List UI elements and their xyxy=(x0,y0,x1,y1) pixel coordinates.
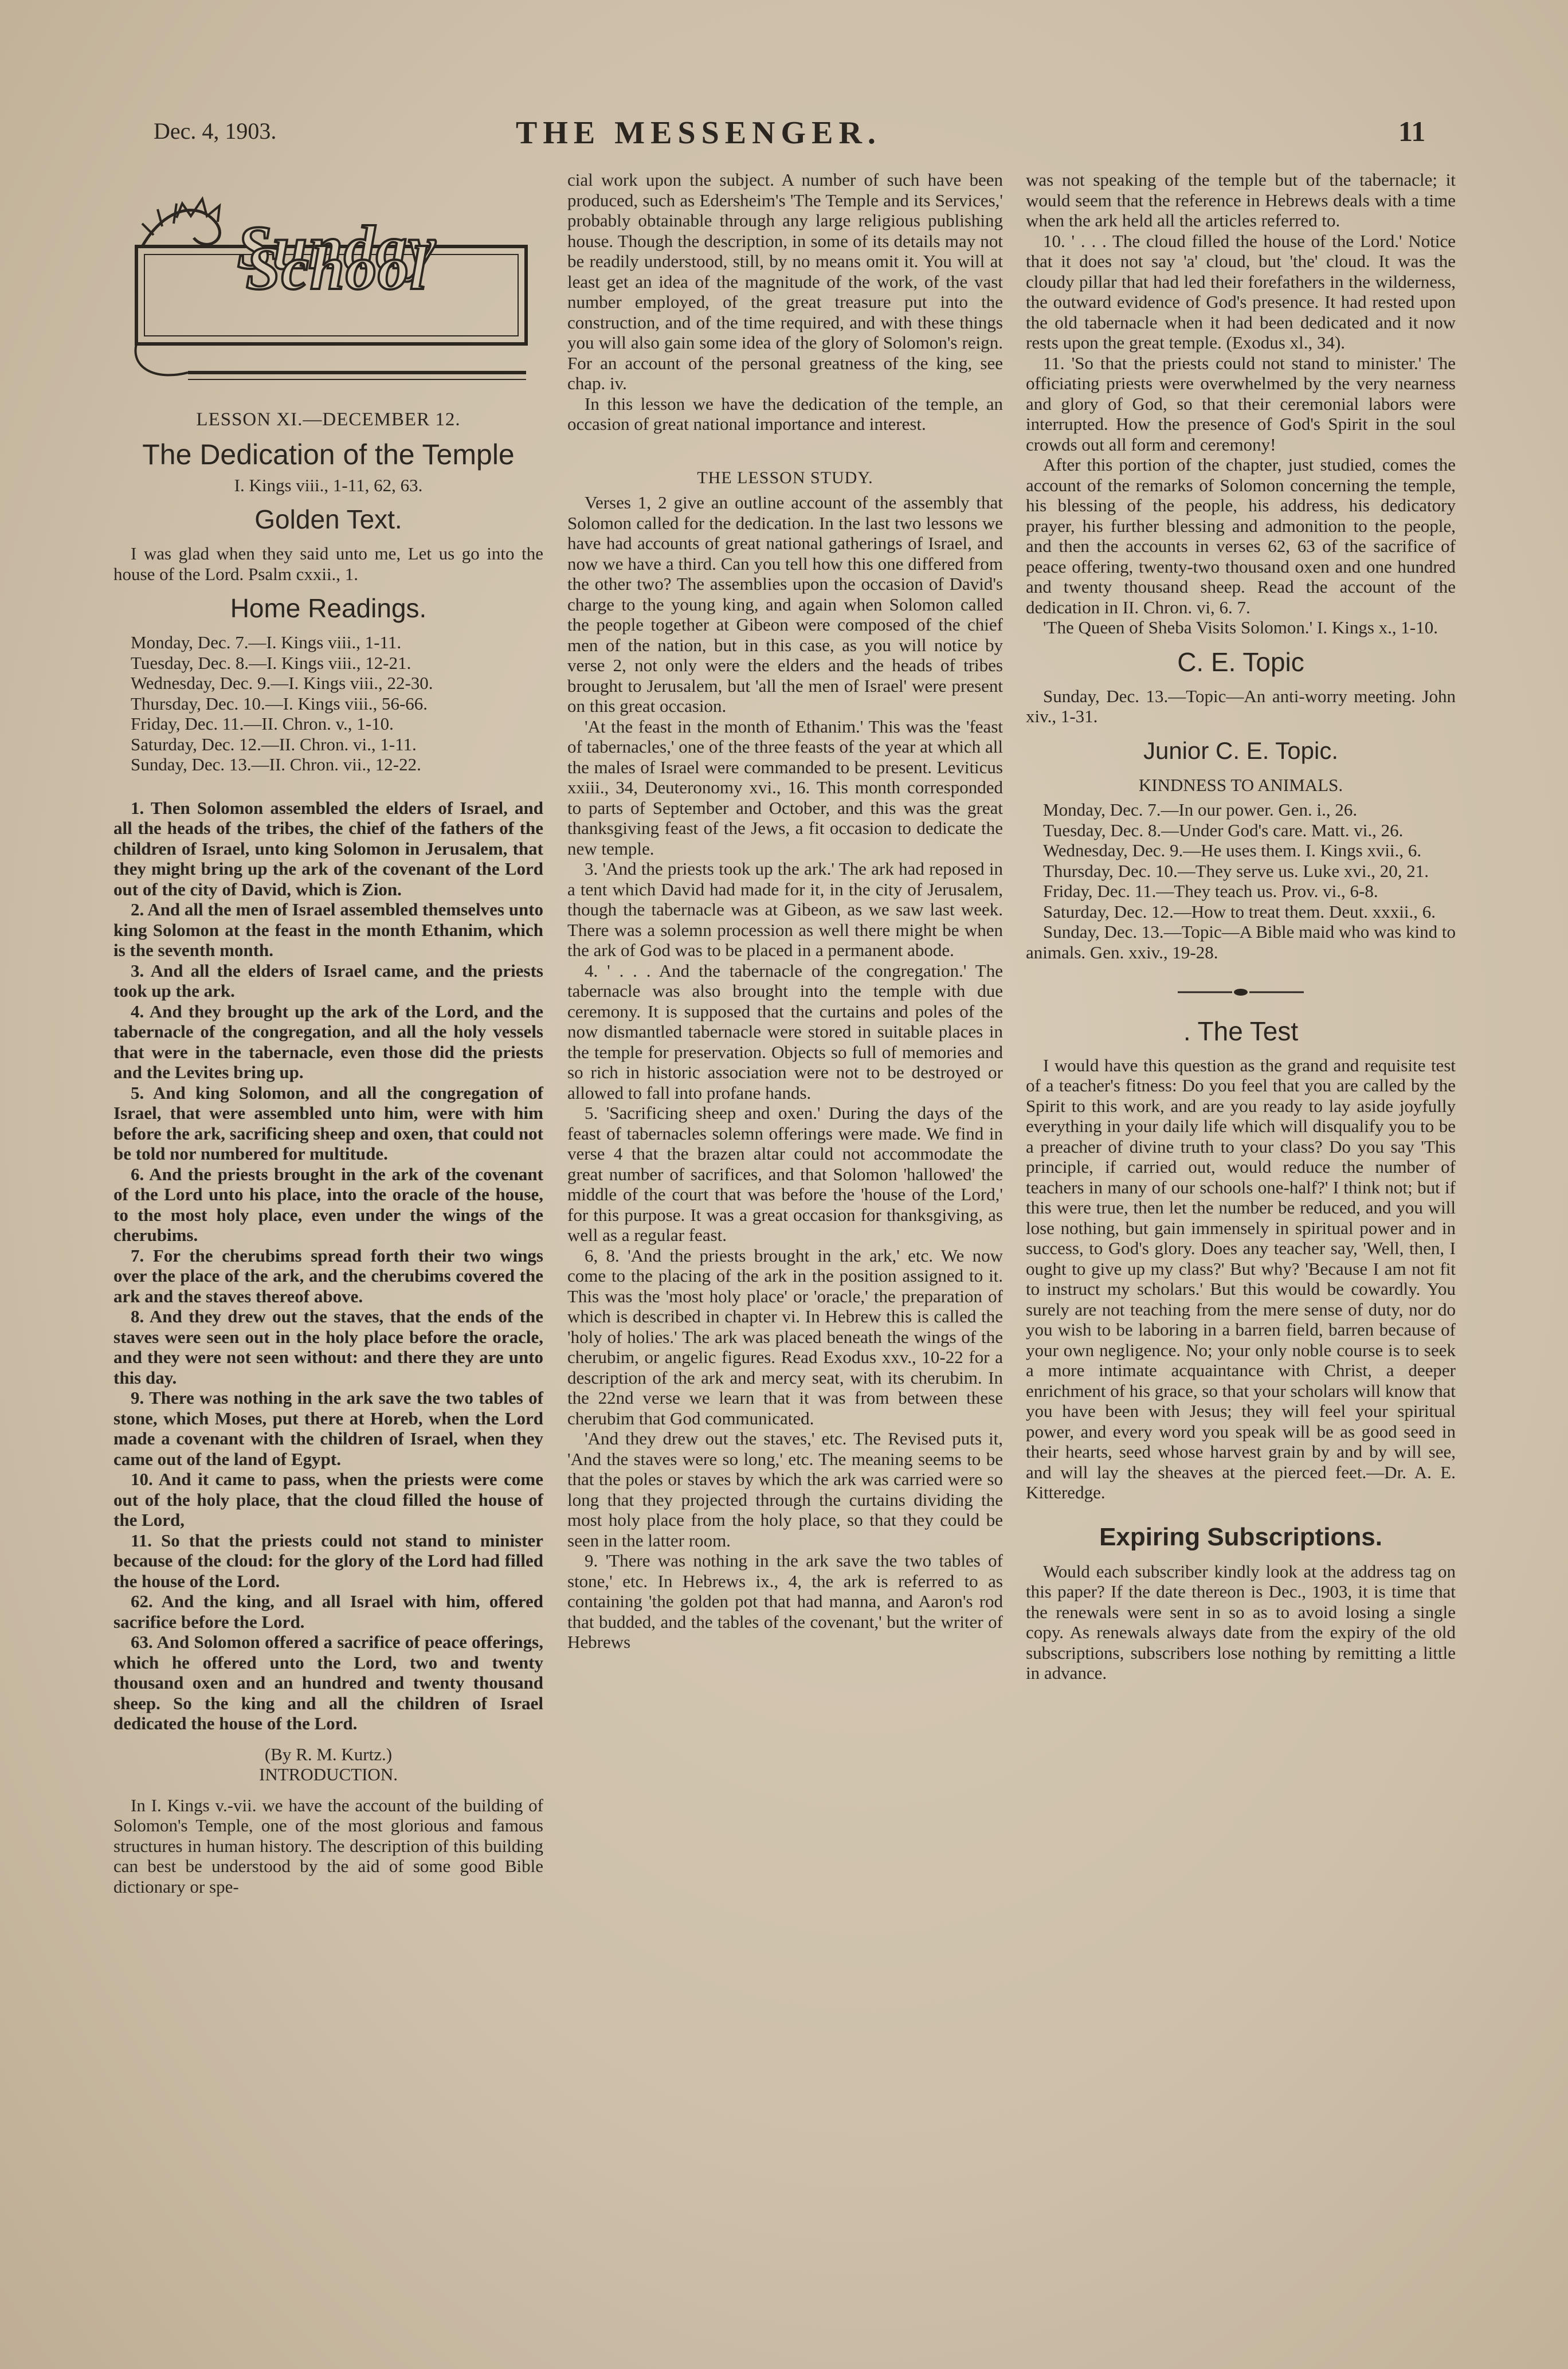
paragraph: 'The Queen of Sheba Visits Solomon.' I. Kings x., 1-10. xyxy=(1043,617,1438,637)
list-item: Sunday, Dec. 13.—II. Chron. vii., 12-22. xyxy=(131,754,421,774)
paragraph: After this portion of the chapter, just studied, comes the account of the remarks of Solomon concerning the temple, his blessing of the people, his address, his dedicatory prayer, his further blessing and admonition to the people, and then the accounts in verses 62, 63 of the sacrifice of peace offering, twenty-two thousand oxen and one hundred and twenty thousand sheep. Read the account of the dedication in II. Chron. vi, 6. 7. xyxy=(1026,455,1456,617)
lesson-title: The Dedication of the Temple xyxy=(142,438,515,471)
golden-text-heading: Golden Text. xyxy=(254,504,402,534)
column-left xyxy=(113,172,543,1897)
list-item: Tuesday, Dec. 8.—I. Kings viii., 12-21. xyxy=(131,652,411,673)
masthead-label: Sunday School xyxy=(237,214,437,303)
paragraph: 10. ' . . . The cloud filled the house of the Lord.' Notice that it does not say 'a' cloud, but 'the' cloud. It was the cloudy pillar that had led their forefathers in the wilderness, the outward evidence of God's presence. It had rested upon the old tabernacle when it had been dedicated and it now rests upon the great temple. (Exodus xl., 34). xyxy=(1026,230,1456,353)
scripture-verse: 6. And the priests brought in the ark of the covenant of the Lord unto his place, into the oracle of the house, to the most holy place, even under the wings of the cherubims. xyxy=(113,1164,543,1245)
column-middle xyxy=(567,170,1003,1653)
scripture-verse: 1. Then Solomon assembled the elders of Israel, and all the heads of the tribes, the chief of the fathers of the children of Israel, unto king Solomon in Jerusalem, that they might bring up the ark of the covenant of the Lord out of the city of David, which is Zion. xyxy=(113,797,543,899)
expiring-subscriptions-heading: Expiring Subscriptions. xyxy=(1099,1522,1382,1551)
home-readings-list xyxy=(113,632,543,775)
list-item: Tuesday, Dec. 8.—Under God's care. Matt. vi., 26. xyxy=(1043,820,1404,840)
list-item: Wednesday, Dec. 9.—I. Kings viii., 22-30. xyxy=(131,673,433,693)
divider-ornament-icon xyxy=(1178,986,1304,998)
list-item: Thursday, Dec. 10.—They serve us. Luke xvi., 20, 21. xyxy=(1043,860,1429,881)
expiring-subscriptions-text: Would each subscriber kindly look at the address tag on this paper? If the date thereon is Dec., 1903, it is time that the renewals were sent in so as to avoid losing a single copy. As renewals always date from the expiry of the old subscriptions, subscribers lose nothing by remitting a little in advance. xyxy=(1026,1561,1456,1683)
paragraph: 9. 'There was nothing in the ark save the two tables of stone,' etc. In Hebrews ix., 4, the ark is referred to as containing 'the golden pot that had manna, and Aaron's rod that budded, and the tables of the covenant,' but the writer of Hebrews xyxy=(567,1550,1003,1652)
scripture-verse: 63. And Solomon offered a sacrifice of peace offerings, which he offered unto the Lord, two and twenty thousand oxen and an hundred and twenty thousand sheep. So the king and all the children of Israel dedicated the house of the Lord. xyxy=(113,1632,543,1733)
list-item: Monday, Dec. 7.—In our power. Gen. i., 26. xyxy=(1043,800,1358,820)
list-item: Friday, Dec. 11.—They teach us. Prov. vi., 6-8. xyxy=(1043,881,1378,901)
header-page-number: 11 xyxy=(1398,115,1426,147)
the-test-text: I would have this question as the grand and requisite test of a teacher's fitness: Do you feel that you are called by the Spirit to this work, and are you ready to lay aside joyfully everything in your daily life which will disqualify you to be a preacher of divine truth to your class? Do you say 'This principle, if carried out, would reduce the number of teachers in many of our schools one-half?' I think not; but if this were true, then let the number be reduced, and you will lose nothing, but gain immensely in spiritual power and in success, to God's glory. Does any teacher say, 'Well, then, I ought to give up my class?' But why? 'Because I am not fit to instruct my scholars.' But this would be cowardly. You surely are not teaching from the mere sense of duty, nor do you wish to be laboring in a barren field, barren because of your own negligence. No; your only noble course is to seek a more intimate acquaintance with Christ, a deeper enrichment of his grace, so that your scholars will know that you have been with Jesus; they will feel your spiritual power, and every word you speak will be as good seed in their hearts, seed whose harvest grain by and by will see, and will lay the sheaves at the pierced feet.—Dr. A. E. Kitteredge. xyxy=(1026,1055,1456,1502)
scripture-verse: 10. And it came to pass, when the priests were come out of the holy place, that the cloud filled the house of the Lord, xyxy=(113,1469,543,1530)
paragraph: was not speaking of the temple but of the tabernacle; it would seem that the reference in Hebrews deals with a time when the ark held all the articles referred to. xyxy=(1026,170,1456,230)
scripture-verse: 5. And king Solomon, and all the congregation of Israel, that were assembled unto him, were with him before the ark, sacrificing sheep and oxen, that could not be told nor numbered for multitude. xyxy=(113,1082,543,1164)
paragraph: Verses 1, 2 give an outline account of the assembly that Solomon called for the dedication. In the last two lessons we have had accounts of great national gatherings of Israel, and now we have a third. Can you tell how this one differed from the other two? The assemblies upon the occasion of David's charge to the young king, and again when Solomon called the people together at Gibeon were composed of the chief men of the nation, but in this case, as you will notice by verse 2, not only were the elders and the heads of tribes brought to Jerusalem, but 'all the men of Israel' were present on this great occasion. xyxy=(567,492,1003,716)
golden-text: I was glad when they said unto me, Let us go into the house of the Lord. Psalm cxxii., 1. xyxy=(113,543,543,584)
scripture-verse: 2. And all the men of Israel assembled themselves unto king Solomon at the feast in the month Ethanim, which is the seventh month. xyxy=(113,899,543,960)
junior-ce-subheading: KINDNESS TO ANIMALS. xyxy=(1138,774,1343,795)
paragraph: In this lesson we have the dedication of the temple, an occasion of great national importance and interest. xyxy=(567,393,1003,434)
list-item: Friday, Dec. 11.—II. Chron. v., 1-10. xyxy=(131,714,394,734)
scripture-verse: 9. There was nothing in the ark save the two tables of stone, which Moses, put there at Horeb, when the Lord made a covenant with the children of Israel, when they came out of the land of Egypt. xyxy=(113,1388,543,1469)
list-item: Sunday, Dec. 13.—Topic—A Bible maid who was kind to animals. Gen. xxiv., 19-28. xyxy=(1026,922,1456,962)
list-item: Thursday, Dec. 10.—I. Kings viii., 56-66. xyxy=(131,693,428,714)
section-divider xyxy=(1026,982,1456,1003)
scripture-verse: 11. So that the priests could not stand to minister because of the cloud: for the glory of the Lord had filled the house of the Lord. xyxy=(113,1530,543,1591)
home-readings-heading: Home Readings. xyxy=(230,593,427,623)
header-date: Dec. 4, 1903. xyxy=(154,118,277,144)
introduction-text: In I. Kings v.-vii. we have the account of the building of Solomon's Temple, one of the most glorious and famous structures in human history. The description of this building can best be understood by the aid of some good Bible dictionary or spe- xyxy=(113,1795,543,1897)
scripture-verse: 8. And they drew out the staves, that the ends of the staves were seen out in the holy place before the oracle, and they were not seen without: and there they are unto this day. xyxy=(113,1306,543,1388)
byline: (By R. M. Kurtz.) xyxy=(264,1744,393,1764)
paragraph: 3. 'And the priests took up the ark.' The ark had reposed in a tent which David had made for it, in the city of Jerusalem, though the tabernacle was at Gibeon, as we saw last week. There was a solemn procession as well there might be when the ark of God was to be placed in a permanent abode. xyxy=(567,859,1003,960)
paragraph: 4. ' . . . And the tabernacle of the congregation.' The tabernacle was also brought into the temple with due ceremony. It is supposed that the curtains and poles of the now dismantled tabernacle were stored in suitable places in the temple for preservation. Objects so full of memories and so rich in historic association were not to be destroyed or allowed to fall into profane hands. xyxy=(567,960,1003,1103)
the-test-heading: . The Test xyxy=(1183,1016,1299,1046)
lesson-study-heading: THE LESSON STUDY. xyxy=(697,468,873,487)
lesson-reference: I. Kings viii., 1-11, 62, 63. xyxy=(234,475,423,495)
scripture-verse: 4. And they brought up the ark of the Lord, and the tabernacle of the congregation, and all the holy vessels that were in the tabernacle, even those did the priests and the Levites bring up. xyxy=(113,1001,543,1082)
paragraph: 'And they drew out the staves,' etc. The Revised puts it, 'And the staves were so long,' etc. The meaning seems to be that the poles or staves by which the ark was carried were so long that they projected through the curtains dividing the most holy place from the holy place, so that they could be seen in the latter room. xyxy=(567,1428,1003,1550)
list-item: Saturday, Dec. 12.—How to treat them. Deut. xxxii., 6. xyxy=(1043,901,1436,922)
header-title: THE MESSENGER. xyxy=(516,115,881,151)
paragraph: 'At the feast in the month of Ethanim.' This was the 'feast of tabernacles,' one of the three feasts of the year at which all the males of Israel were commanded to be present. Leviticus xxiii., 34, Deuteronomy xvi., 16. This month corresponded to parts of September and October, and this was the great thanksgiving feast of the Jews, a fit occasion to dedicate the new temple. xyxy=(567,716,1003,859)
sunday-school-masthead xyxy=(119,183,538,390)
scripture-passage xyxy=(113,798,543,1734)
column-right xyxy=(1026,170,1456,1683)
paragraph: 5. 'Sacrificing sheep and oxen.' During the days of the feast of tabernacles solemn offerings were made. We find in verse 4 that the brazen altar could not accommodate the great number of sacrifices, and that Solomon 'hallowed' the middle of the court that was before the 'house of the Lord,' for this purpose. It was a great occasion for thanksgiving, as well as a regular feast. xyxy=(567,1103,1003,1245)
paragraph: 6, 8. 'And the priests brought in the ark,' etc. We now come to the placing of the ark in the position assigned to it. This was the 'most holy place' or 'oracle,' the preparation of which is described in chapter vi. In Hebrew this is called the 'holy of holies.' The ark was placed beneath the wings of the cherubim, or angelic figures. Read Exodus xxv., 10-22 for a description of the ark and mercy seat, with its cherubim. In the 22nd verse we learn that it was from between these cherubim that God communicated. xyxy=(567,1245,1003,1428)
junior-ce-topic-heading: Junior C. E. Topic. xyxy=(1143,737,1339,764)
list-item: Monday, Dec. 7.—I. Kings viii., 1-11. xyxy=(131,632,402,652)
list-item: Wednesday, Dec. 9.—He uses them. I. Kings xvii., 6. xyxy=(1043,840,1422,860)
list-item: Saturday, Dec. 12.—II. Chron. vi., 1-11. xyxy=(131,734,417,754)
introduction-heading: INTRODUCTION. xyxy=(259,1764,398,1784)
lesson-number: LESSON XI.—DECEMBER 12. xyxy=(196,409,461,430)
paragraph: cial work upon the subject. A number of such have been produced, such as Edersheim's 'The Temple and its Services,' probably obtainable through any large religious publishing house. Though the description, in some of its details may not be readily understood, still, by no means omit it. You will at least get an idea of the magnitude of the work, of the vast number employed, of the great treasure put into the construction, and of the time required, and with these things you will also gain some idea of the glory of Solomon's reign. For an account of the personal greatness of the king, see chap. iv. xyxy=(567,170,1003,393)
scripture-verse: 7. For the cherubims spread forth their two wings over the place of the ark, and the cherubims covered the ark and the staves thereof above. xyxy=(113,1245,543,1306)
scripture-verse: 3. And all the elders of Israel came, and the priests took up the ark. xyxy=(113,960,543,1001)
paragraph: 11. 'So that the priests could not stand to minister.' The officiating priests were overwhelmed by the very nearness and glory of God, so that their ceremonial labors were interrupted. How the presence of God's Spirit in the soul crowds out all form and ceremony! xyxy=(1026,353,1456,455)
ce-topic-text: Sunday, Dec. 13.—Topic—An anti-worry meeting. John xiv., 1-31. xyxy=(1026,686,1456,726)
scripture-verse: 62. And the king, and all Israel with him, offered sacrifice before the Lord. xyxy=(113,1591,543,1632)
junior-ce-list xyxy=(1026,800,1456,962)
ce-topic-heading: C. E. Topic xyxy=(1177,647,1304,677)
